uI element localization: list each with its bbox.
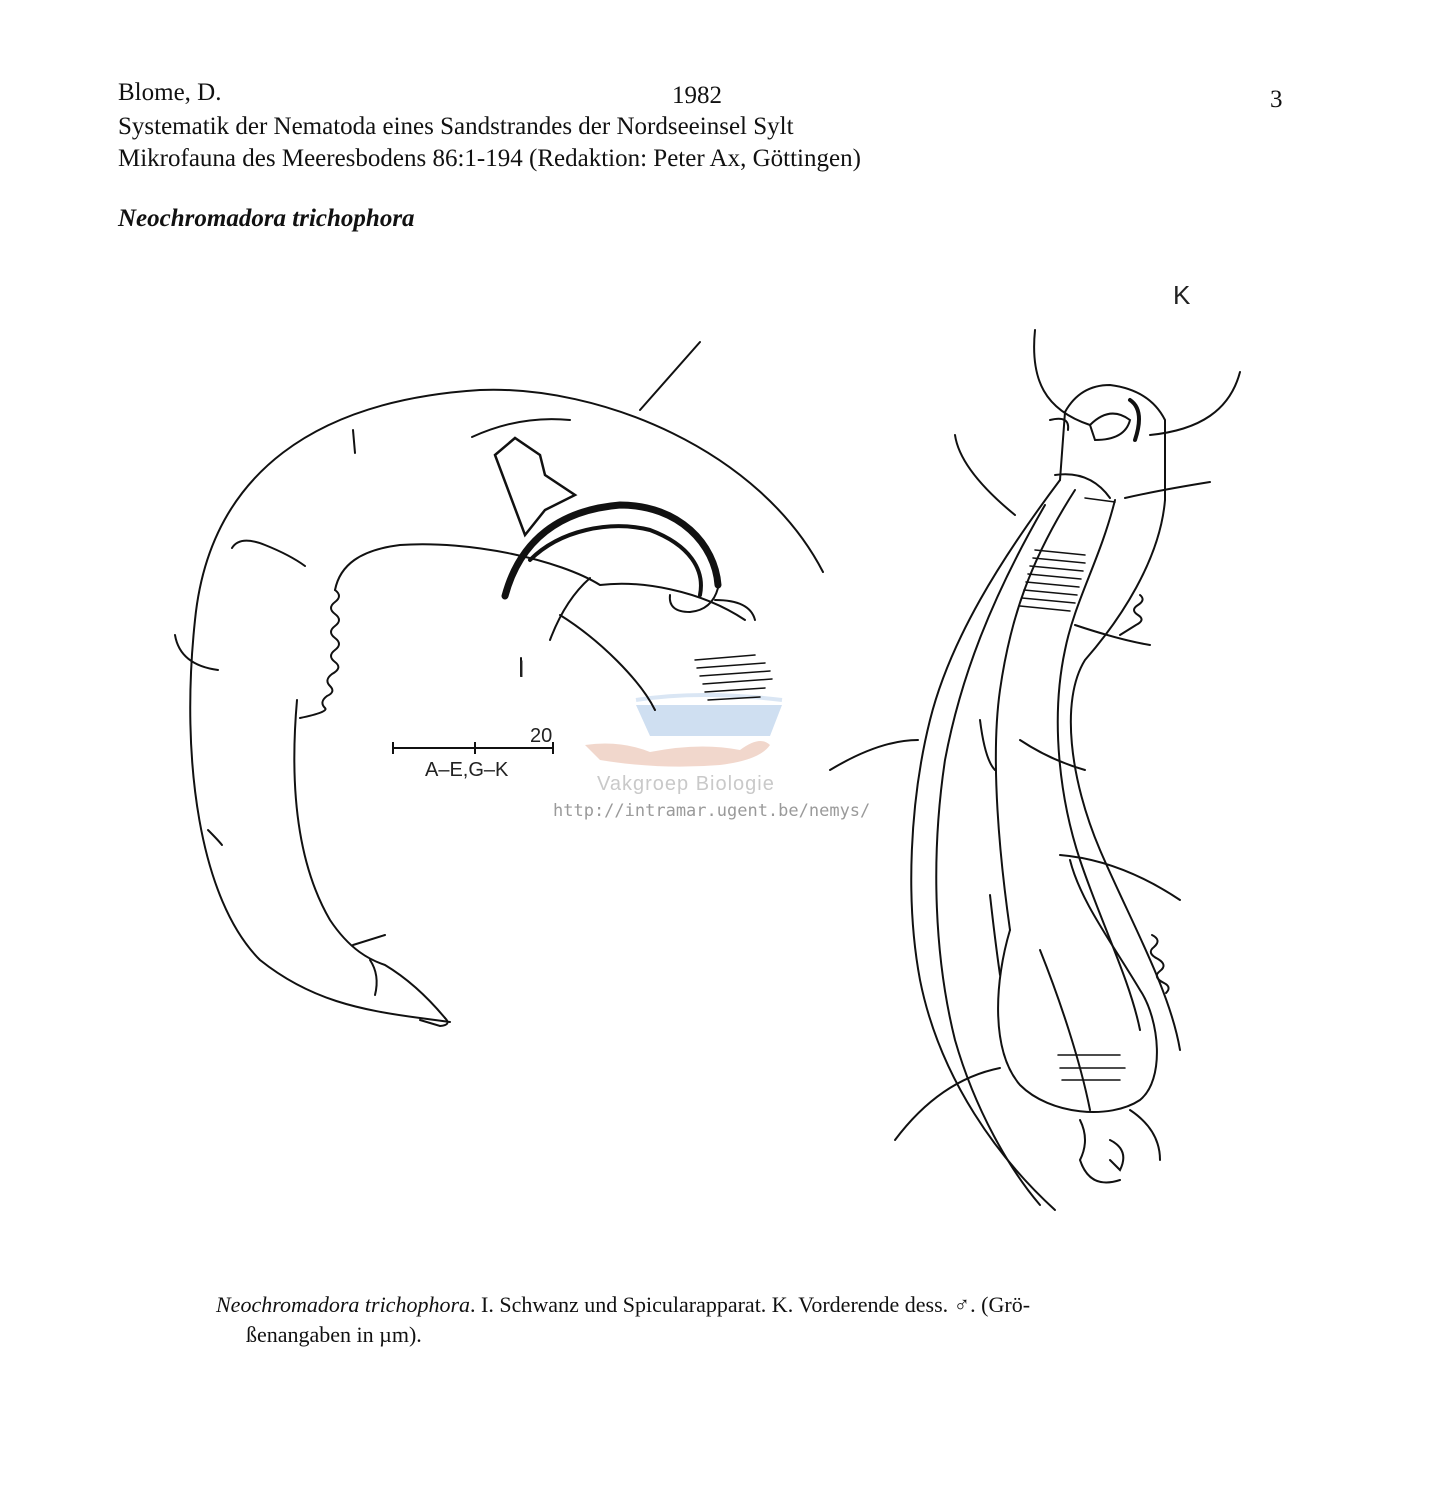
caption-text-line2: ßenangaben in µm). (246, 1322, 422, 1347)
scale-value: 20 (530, 725, 553, 747)
figure-i-drawing (175, 342, 823, 1026)
watermark-logo (585, 695, 782, 767)
caption-species: Neochromadora trichophora (216, 1292, 471, 1317)
scale-bar (393, 742, 553, 754)
journal-citation: Mikrofauna des Meeresbodens 86:1-194 (Redaktion: Peter Ax, Göttingen) (118, 145, 861, 172)
caption-text-line1: . I. Schwanz und Spicularapparat. K. Vorderende dess. ♂. (Grö- (470, 1292, 1031, 1317)
figure-caption (216, 1290, 1216, 1350)
species-title: Neochromadora trichophora (118, 205, 415, 232)
author: Blome, D. (118, 79, 222, 106)
label-i: I (518, 656, 525, 683)
watermark-url: http://intramar.ugent.be/nemys/ (553, 801, 871, 821)
label-k: K (1173, 280, 1191, 310)
scale-label: A–E,G–K (425, 759, 509, 781)
figure-k-drawing (830, 330, 1240, 1210)
page-number: 3 (1270, 86, 1283, 113)
watermark-group-text: Vakgroep Biologie (597, 773, 775, 795)
series-title: Systematik der Nematoda eines Sandstrandes der Nordseeinsel Sylt (118, 113, 794, 140)
year: 1982 (672, 82, 722, 109)
